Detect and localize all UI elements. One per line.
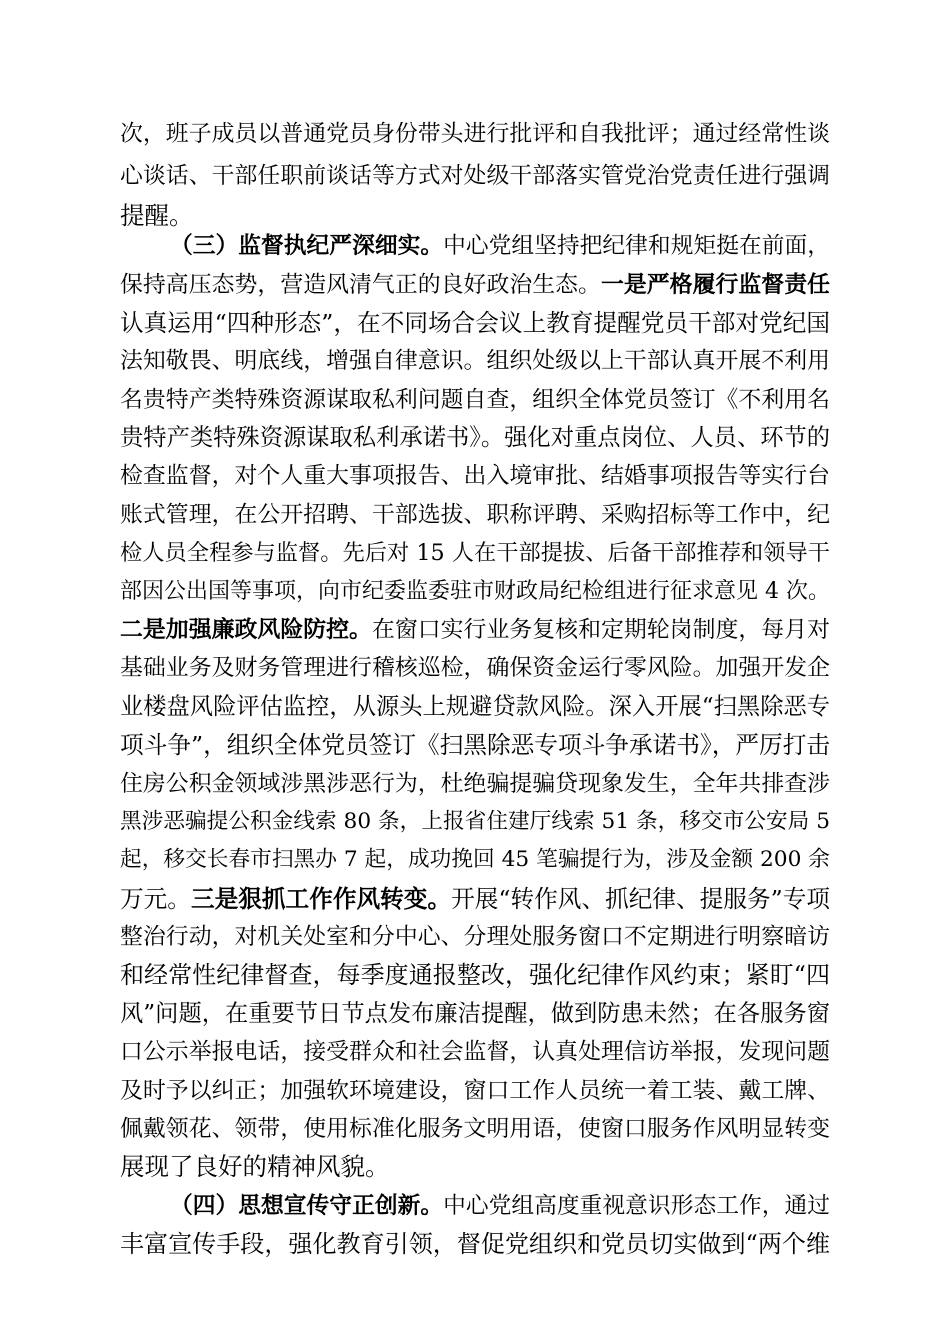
text-line: 丰富宣传手段，强化教育引领，督促党组织和党员切实做到“两个维 [120,1230,831,1258]
text-line: 和经常性纪律督查，每季度通报整改，强化纪律作风约束；紧盯“四 [120,961,831,989]
text-line: 认真运用“四种形态”，在不同场合会议上教育提醒党员干部对党纪国 [120,309,831,337]
text-line: 佩戴领花、领带，使用标准化服务文明用语，使窗口服务作风明显转变 [120,1116,831,1142]
text-line: （三）监督执纪严深细实。中心党组坚持把纪律和规矩挺在前面， [170,233,831,259]
text-line: 黑涉恶骗提公积金线索 80 条，上报省住建厅线索 51 条，移交市公安局 5 [120,809,830,834]
text-line: 基础业务及财务管理进行稽核巡检，确保资金运行零风险。加强开发企 [120,655,831,681]
bold-lead: 二是加强廉政风险防控。 [120,617,372,643]
text-line: 提醒。 [120,201,194,230]
text-line: 次，班子成员以普通党员身份带头进行批评和自我批评；通过经常性谈 [120,121,831,147]
text-line: 展现了良好的精神风貌。 [120,1152,390,1181]
text-line: 风”问题，在重要节日节点发布廉洁提醒，做到防患未然；在各服务窗 [120,1000,831,1027]
text-line: 项斗争”，组织全体党员签订《扫黑除恶专项斗争承诺书》，严厉打击 [120,731,831,759]
bold-lead: 一是严格履行监督责任 [600,272,830,298]
text-line: 住房公积金领域涉黑涉恶行为，杜绝骗提骗贷现象发生，全年共排查涉 [120,771,831,797]
text-line: 业楼盘风险评估监控，从源头上规避贷款风险。深入开展“扫黑除恶专 [120,693,831,720]
text-line: 心谈话、干部任职前谈话等方式对处级干部落实管党治党责任进行强调 [120,163,831,189]
section-heading: （三）监督执纪严深细实。 [170,233,444,259]
text-line: 万元。三是狠抓工作作风转变。开展“转作风、抓纪律、提服务”专项 [120,885,831,913]
text-line: 口公示举报电话，接受群众和社会监督，认真处理信访举报，发现问题 [120,1039,831,1065]
text-line: 整治行动，对机关处室和分中心、分理处服务窗口不定期进行明察暗访 [120,924,831,950]
text-line: 二是加强廉政风险防控。在窗口实行业务复核和定期轮岗制度，每月对 [120,617,830,643]
text-line: 检查监督，对个人重大事项报告、出入境审批、结婚事项报告等实行台 [120,463,831,489]
text-line: 及时予以纠正；加强软环境建设，窗口工作人员统一着工装、戴工牌、 [120,1078,831,1104]
section-heading: （四）思想宣传守正创新。 [170,1193,444,1219]
text-line: 账式管理，在公开招聘、干部选拔、职称评聘、采购招标等工作中，纪 [120,502,831,528]
text-line: 检人员全程参与监督。先后对 15 人在干部提拔、后备干部推荐和领导干 [120,540,831,566]
text-line: 部因公出国等事项，向市纪委监委驻市财政局纪检组进行征求意见 4 次。 [120,579,831,604]
text-line: 贵特产类特殊资源谋取私利承诺书》。强化对重点岗位、人员、环节的 [120,424,831,451]
text-line: 起，移交长春市扫黑办 7 起，成功挽回 45 笔骗提行为，涉及金额 200 余 [120,847,830,872]
bold-lead: 三是狠抓工作作风转变。 [190,885,452,913]
text-line: 法知敬畏、明底线，增强自律意识。组织处级以上干部认真开展不利用 [120,348,831,374]
text-line: 名贵特产类特殊资源谋取私利问题自查，组织全体党员签订《不利用名 [120,387,831,413]
text-line: 保持高压态势，营造风清气正的良好政治生态。一是严格履行监督责任 [120,272,830,298]
text-line: （四）思想宣传守正创新。中心党组高度重视意识形态工作，通过 [170,1193,831,1219]
